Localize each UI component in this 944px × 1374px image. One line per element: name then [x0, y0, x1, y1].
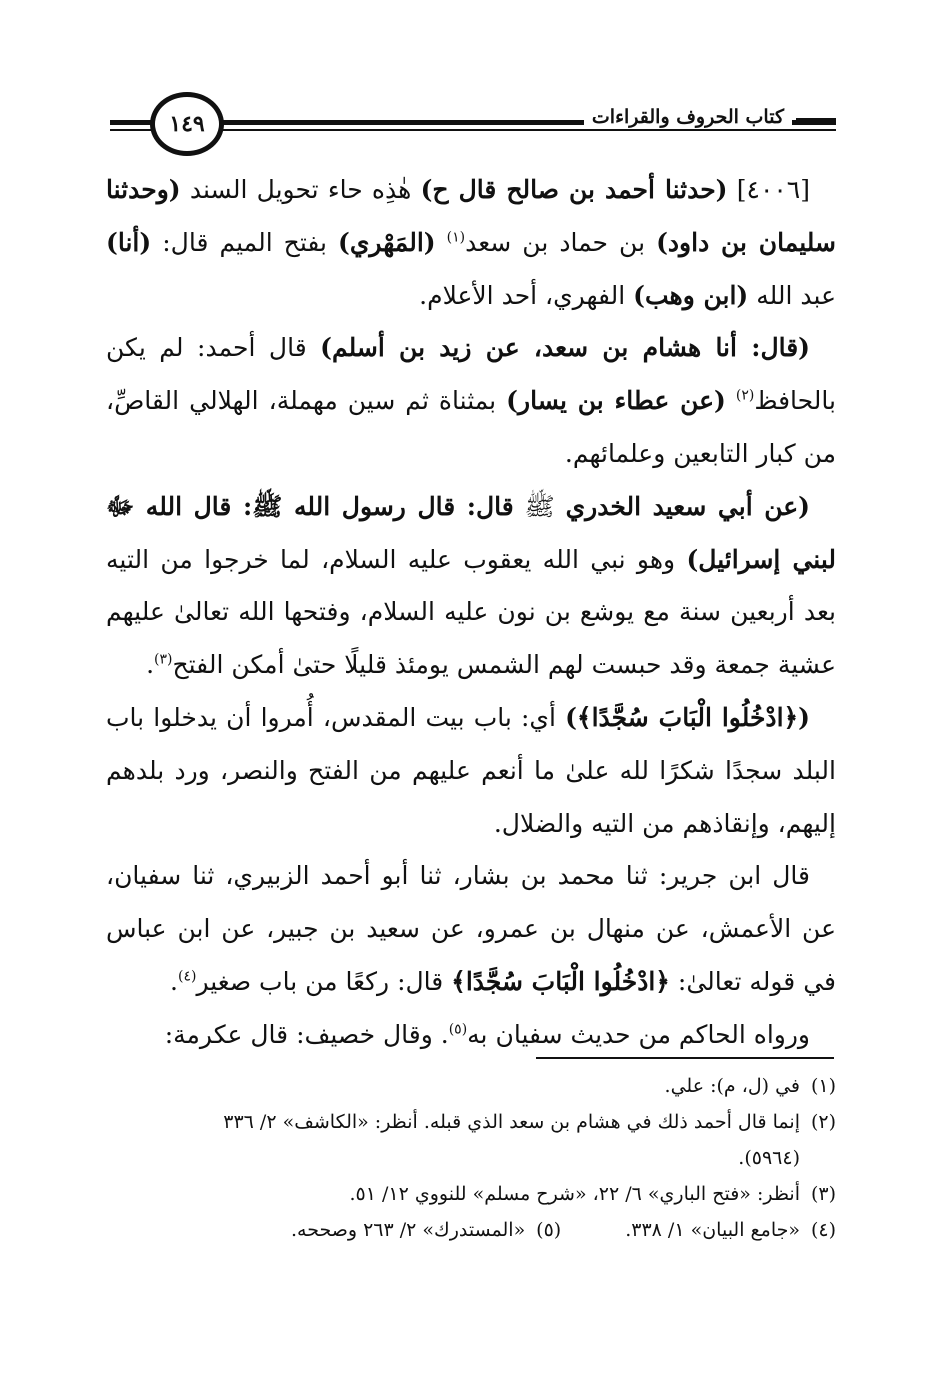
footnote-text: «جامع البيان» ١/ ٣٣٨.: [625, 1219, 800, 1241]
quran-quote: ﴿ادْخُلُوا الْبَابَ سُجَّدًا﴾: [451, 966, 670, 996]
footnote-2: [106, 1104, 836, 1176]
text: قال أحمد: لم يكن بالحافظ: [106, 333, 836, 416]
paragraph-3: [106, 481, 836, 692]
text-bold: (عن أبي سعيد الخدري: [565, 491, 810, 521]
footnote-text-continued: (٥٩٦٤).: [738, 1147, 800, 1169]
text: بفتح الميم قال:: [151, 227, 339, 257]
text: قال ابن جرير: ثنا محمد بن بشار، ثنا أبو أحمد الزبيري، ثنا سفيان، عن الأعمش، عن منهال بن عمرو، عن سعيد بن جبير، عن ابن عباس في قوله تعالىٰ:: [106, 861, 836, 996]
footnote-ref-5: (٥): [448, 1021, 468, 1038]
text: الفهري، أحد الأعلام.: [419, 280, 634, 310]
text: بن حماد بن سعد: [465, 227, 657, 257]
running-header: [110, 92, 836, 158]
honorific-glyph: ﷺ: [513, 491, 566, 521]
text-bold: (وحدثنا سليمان بن داود): [106, 175, 837, 257]
footnote-ref-1: (١): [446, 229, 466, 246]
header-right-dash: [796, 118, 836, 122]
quran-quote: (﴿ادْخُلُوا الْبَابَ سُجَّدًا﴾): [565, 702, 810, 732]
footnote-text: في (ل، م): علي.: [664, 1075, 800, 1097]
text-bold: (المَهْري): [338, 227, 436, 257]
text: أي: باب بيت المقدس، أُمروا أن يدخلوا باب البلد سجدًا شكرًا لله علىٰ ما أنعم عليهم من الفتح والنصر، ورد بلدهم إليهم، وإنقاذهم من التيه والضلال.: [106, 702, 836, 838]
hadith-number: [٤٠٠٦]: [727, 175, 810, 204]
footnote-ref-4: (٤): [178, 968, 197, 985]
text-bold: (قال: أنا هشام بن سعد، عن زيد بن أسلم): [320, 333, 811, 363]
text: .: [170, 966, 178, 996]
text-bold: (أنا): [106, 227, 152, 257]
paragraph-5: [106, 850, 836, 1008]
text-bold: (عن عطاء بن يسار): [506, 386, 726, 416]
text: عبد الله: [748, 280, 836, 310]
text: بمثناة ثم سين مهملة، الهلالي القاصِّ، من كبار التابعين وعلمائهم.: [106, 386, 836, 468]
text: [726, 386, 736, 415]
text: . وقال خصيف: قال عكرمة:: [164, 1019, 449, 1049]
text: هٰذِه حاء تحويل السند: [180, 175, 421, 204]
footnote-text: «المستدرك» ٢/ ٢٦٣ وصححه.: [290, 1219, 526, 1241]
text: [436, 228, 447, 257]
footnote-ref-2: (٢): [735, 387, 755, 404]
text: قال: ركعًا من باب صغير: [196, 966, 452, 996]
text: ورواه الحاكم من حديث سفيان به: [467, 1019, 810, 1049]
footnote-text: إنما قال أحمد ذلك في هشام بن سعد الذي قبله. أنظر: «الكاشف» ٢/ ٣٣٦: [223, 1111, 800, 1133]
footnote-4-5: [106, 1212, 836, 1248]
footnote-number: (١): [810, 1075, 836, 1097]
footnote-text: أنظر: «فتح الباري» ٦/ ٢٢، «شرح مسلم» للنووي ١٢/ ٥١.: [349, 1183, 800, 1205]
page-number-badge: [150, 92, 224, 156]
footnote-1: [106, 1068, 836, 1104]
book-title: كتاب الحروف والقراءات: [584, 106, 792, 128]
text: .: [146, 650, 155, 680]
footnote-ref-3: (٣): [154, 651, 173, 668]
paragraph-4: [106, 692, 836, 850]
footnote-separator: [536, 1057, 834, 1059]
footnote-number: (٣): [810, 1183, 836, 1205]
footnotes: [106, 1068, 836, 1248]
paragraph-2: [106, 322, 836, 480]
footnote-3: [106, 1176, 836, 1212]
footnote-number: (٤): [810, 1219, 836, 1241]
text-bold: (ابن وهب): [633, 280, 749, 310]
text-bold: قال: قال رسول الله ﷺ: قال الله ﷻ لبني إسرائيل): [106, 491, 836, 574]
main-text: [106, 164, 836, 1062]
footnote-number: (٢): [810, 1111, 836, 1133]
text-bold: (حدثنا أحمد بن صالح قال ح): [420, 175, 728, 204]
page-number: ١٤٩: [169, 111, 205, 137]
text: وهو نبي الله يعقوب عليه السلام، لما خرجوا من التيه بعد أربعين سنة مع يوشع بن نون عليه السلام، وفتحها الله تعالىٰ عليهم عشية جمعة وقد حبست لهم الشمس يومئذ قليلًا حتىٰ أمكن الفتح: [106, 544, 836, 680]
paragraph-6: [106, 1009, 836, 1062]
footnote-number: (٥): [536, 1219, 562, 1241]
paragraph-4006: [106, 164, 836, 322]
